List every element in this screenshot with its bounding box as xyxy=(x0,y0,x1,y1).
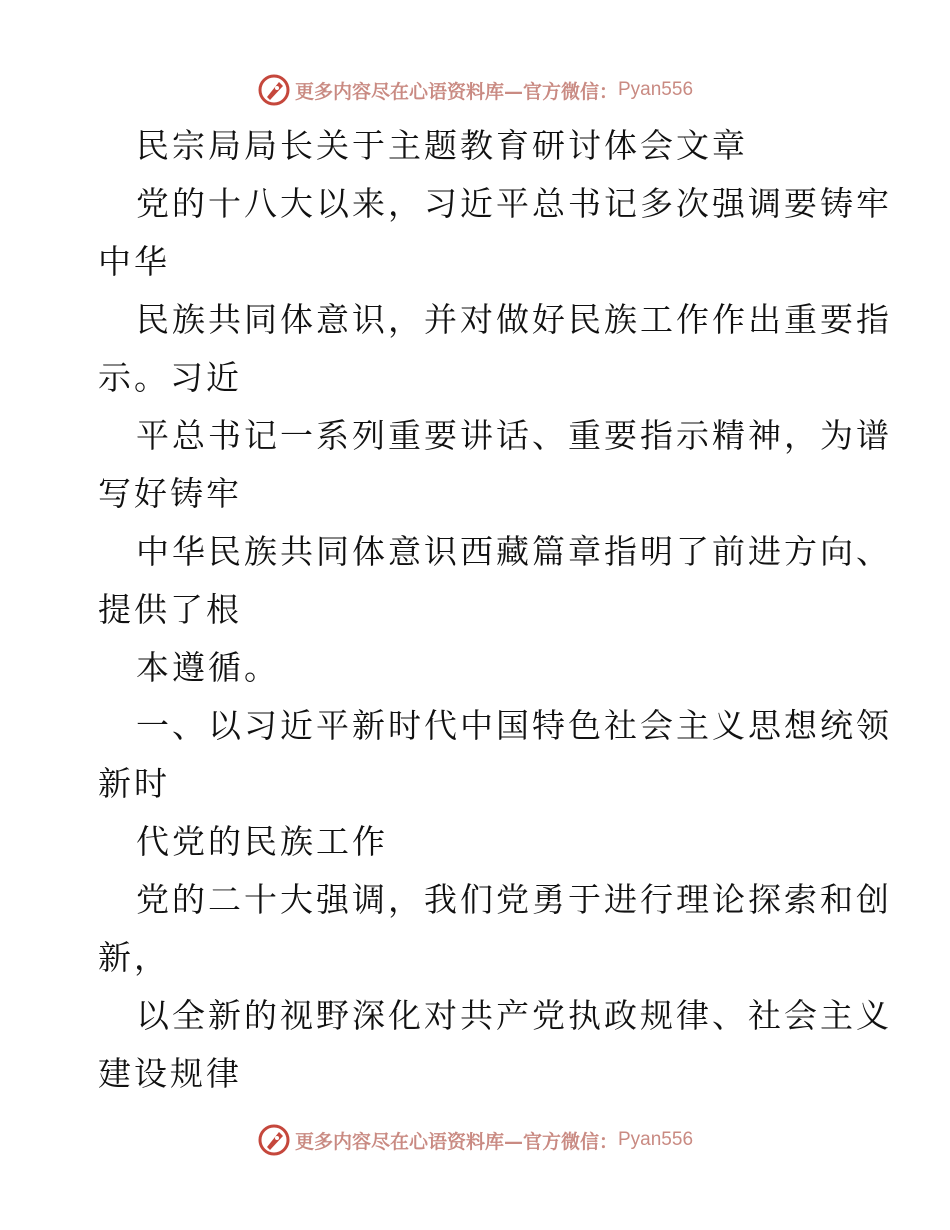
section-heading: 新时 xyxy=(98,764,170,803)
paragraph-line: 建设规律 xyxy=(98,1054,242,1093)
footer-watermark xyxy=(0,1120,950,1160)
paragraph-line: 民族共同体意识，并对做好民族工作作出重要指 xyxy=(136,300,892,339)
pen-nib-logo-icon xyxy=(257,1123,291,1157)
paragraph-line: 本遵循。 xyxy=(136,648,280,687)
paragraph-line: 党的二十大强调，我们党勇于进行理论探索和创 xyxy=(136,880,892,919)
paragraph-line: 写好铸牢 xyxy=(98,474,242,513)
document-title: 民宗局局长关于主题教育研讨体会文章 xyxy=(136,126,748,165)
paragraph-line: 中华民族共同体意识西藏篇章指明了前进方向、 xyxy=(136,532,892,571)
header-wechat-id: Pyan556 xyxy=(618,79,694,100)
paragraph-line: 党的十八大以来，习近平总书记多次强调要铸牢 xyxy=(136,184,892,223)
paragraph-line: 中华 xyxy=(98,242,170,281)
paragraph-line: 以全新的视野深化对共产党执政规律、社会主义 xyxy=(136,996,892,1035)
header-watermark-text: 更多内容尽在心语资料库—官方微信： xyxy=(294,80,618,103)
footer-wechat-id: Pyan556 xyxy=(618,1129,694,1150)
paragraph-line: 新， xyxy=(98,938,170,977)
section-heading: 代党的民族工作 xyxy=(136,822,388,861)
paragraph-line: 提供了根 xyxy=(98,590,242,629)
paragraph-line: 示。习近 xyxy=(98,358,242,397)
section-heading: 一、以习近平新时代中国特色社会主义思想统领 xyxy=(136,706,892,745)
footer-watermark-text: 更多内容尽在心语资料库—官方微信： xyxy=(294,1130,618,1153)
paragraph-line: 平总书记一系列重要讲话、重要指示精神，为谱 xyxy=(136,416,892,455)
